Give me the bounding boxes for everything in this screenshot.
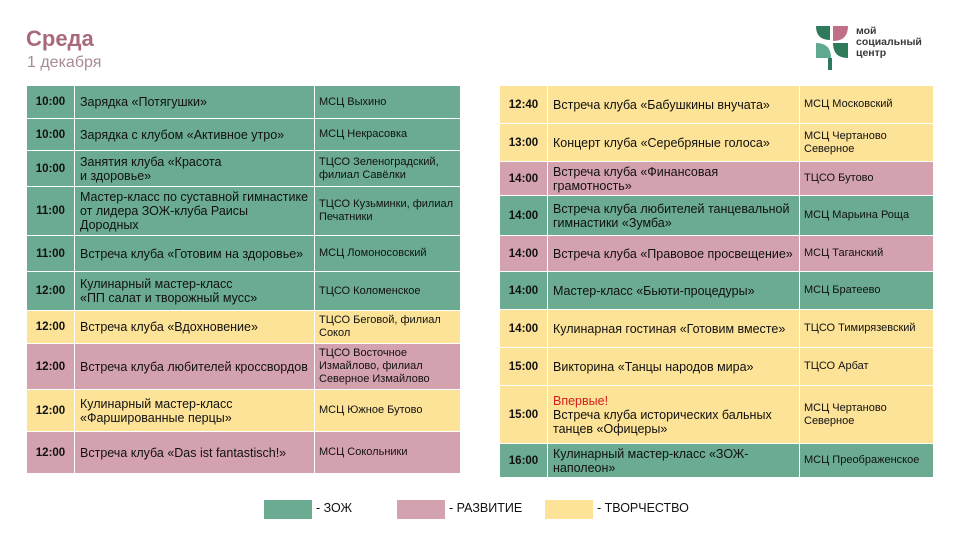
logo <box>814 24 938 74</box>
event-time: 12:00 <box>27 390 75 432</box>
event-title: Встреча клуба «Das ist fantastisch!» <box>80 445 287 460</box>
event-title-cell <box>75 236 315 272</box>
page-date: 1 декабря <box>27 54 102 71</box>
schedule-row <box>500 272 934 310</box>
schedule-row <box>500 86 934 124</box>
event-location: ТЦСО Зеленоградский, филиал Савёлки <box>315 151 461 187</box>
event-time: 12:00 <box>27 311 75 344</box>
event-title-cell <box>548 86 800 124</box>
event-title: Мастер-класс по суставной гимнастике от лидера ЗОЖ-клуба Раисы Дородных <box>80 190 309 232</box>
event-location: МСЦ Чертаново Северное <box>800 124 934 162</box>
event-title: Встреча клуба «Бабушкины внучата» <box>553 97 770 112</box>
event-location: МСЦ Выхино <box>315 86 461 119</box>
event-title-cell <box>548 444 800 478</box>
event-time: 11:00 <box>27 187 75 236</box>
event-title: Мастер-класс «Бьюти-процедуры» <box>553 283 755 298</box>
event-title: Встреча клуба исторических бальных танцев «Офицеры» <box>553 407 772 436</box>
event-time: 14:00 <box>500 196 548 236</box>
event-location: МСЦ Братеево <box>800 272 934 310</box>
schedule-row <box>27 311 461 344</box>
event-title-cell <box>75 187 315 236</box>
event-title-cell <box>548 348 800 386</box>
page-title: Среда <box>26 26 94 51</box>
event-title-cell <box>75 432 315 474</box>
event-title-cell <box>75 119 315 151</box>
event-time: 12:00 <box>27 272 75 311</box>
event-title-cell <box>75 86 315 119</box>
event-location: МСЦ Преображенское <box>800 444 934 478</box>
event-title: Встреча клуба «Вдохновение» <box>80 320 258 334</box>
event-time: 14:00 <box>500 310 548 348</box>
legend-swatch-razvitie <box>397 500 445 519</box>
schedule-row <box>500 348 934 386</box>
schedule-row <box>500 236 934 272</box>
event-time: 12:40 <box>500 86 548 124</box>
event-location: МСЦ Южное Бутово <box>315 390 461 432</box>
event-time: 14:00 <box>500 236 548 272</box>
event-title-cell <box>548 162 800 196</box>
event-title-cell <box>548 386 800 444</box>
event-title-cell <box>75 344 315 390</box>
schedule-row <box>500 196 934 236</box>
schedule-table-left <box>26 85 461 474</box>
event-location: МСЦ Сокольники <box>315 432 461 474</box>
event-title: Встреча клуба любителей кроссвордов <box>80 359 308 374</box>
schedule-row <box>27 187 461 236</box>
event-title: Викторина «Танцы народов мира» <box>553 359 754 374</box>
legend-label-zozh: - ЗОЖ <box>316 501 353 515</box>
event-time: 10:00 <box>27 151 75 187</box>
event-title: Зарядка «Потягушки» <box>80 95 207 109</box>
event-title: Кулинарная гостиная «Готовим вместе» <box>553 321 786 336</box>
event-title: Встреча клуба любителей танцевальной гимнастики «Зумба» <box>553 201 790 230</box>
event-time: 11:00 <box>27 236 75 272</box>
event-title-cell <box>548 272 800 310</box>
event-title-cell <box>548 310 800 348</box>
schedule-row <box>27 119 461 151</box>
event-title-cell <box>548 124 800 162</box>
schedule-row <box>27 86 461 119</box>
event-location: ТЦСО Кузьминки, филиал Печатники <box>315 187 461 236</box>
event-title: Концерт клуба «Серебряные голоса» <box>553 135 770 150</box>
schedule-row <box>27 151 461 187</box>
schedule-table-right <box>499 85 934 478</box>
event-location: ТЦСО Бутово <box>800 162 934 196</box>
schedule-row <box>27 344 461 390</box>
schedule-row <box>500 310 934 348</box>
msc-logo-icon <box>814 24 850 70</box>
event-title: Кулинарный мастер-класс «Фаршированные перцы» <box>80 396 233 425</box>
event-location: МСЦ Некрасовка <box>315 119 461 151</box>
event-time: 12:00 <box>27 432 75 474</box>
event-title: Встреча клуба «Готовим на здоровье» <box>80 246 304 261</box>
logo-text: мой социальный центр <box>856 25 922 59</box>
legend-swatch-tvorchestvo <box>545 500 593 519</box>
event-location: ТЦСО Беговой, филиал Сокол <box>315 311 461 344</box>
new-event-badge: Впервые! <box>553 393 609 408</box>
schedule-row <box>27 272 461 311</box>
event-location: ТЦСО Тимирязевский <box>800 310 934 348</box>
legend-swatch-zozh <box>264 500 312 519</box>
event-location: МСЦ Таганский <box>800 236 934 272</box>
event-location: МСЦ Чертаново Северное <box>800 386 934 444</box>
event-time: 13:00 <box>500 124 548 162</box>
event-location: МСЦ Ломоносовский <box>315 236 461 272</box>
event-title-cell <box>75 151 315 187</box>
event-title-cell <box>548 196 800 236</box>
event-title: Кулинарный мастер-класс «ЗОЖ-наполеон» <box>553 446 749 475</box>
event-time: 10:00 <box>27 119 75 151</box>
event-location: ТЦСО Арбат <box>800 348 934 386</box>
event-location: ТЦСО Коломенское <box>315 272 461 311</box>
event-title: Занятия клуба «Красота и здоровье» <box>80 154 222 183</box>
event-title-cell <box>548 236 800 272</box>
event-location: МСЦ Московский <box>800 86 934 124</box>
event-time: 15:00 <box>500 386 548 444</box>
schedule-row <box>27 236 461 272</box>
event-location: МСЦ Марьина Роща <box>800 196 934 236</box>
event-location: ТЦСО Восточное Измайлово, филиал Северное Измайлово <box>315 344 461 390</box>
schedule-row <box>27 432 461 474</box>
legend-label-razvitie: - РАЗВИТИЕ <box>449 501 523 515</box>
event-time: 10:00 <box>27 86 75 119</box>
schedule-row <box>500 444 934 478</box>
schedule-row <box>500 386 934 444</box>
event-time: 16:00 <box>500 444 548 478</box>
legend-label-tvorchestvo: - ТВОРЧЕСТВО <box>597 501 689 515</box>
event-title-cell <box>75 272 315 311</box>
schedule-row <box>500 124 934 162</box>
event-title: Встреча клуба «Правовое просвещение» <box>553 246 793 261</box>
event-time: 14:00 <box>500 162 548 196</box>
event-title-cell <box>75 390 315 432</box>
schedule-row <box>500 162 934 196</box>
event-title: Кулинарный мастер-класс «ПП салат и творожный мусс» <box>80 277 258 305</box>
event-title-cell <box>75 311 315 344</box>
event-time: 12:00 <box>27 344 75 390</box>
event-time: 14:00 <box>500 272 548 310</box>
event-title: Зарядка с клубом «Активное утро» <box>80 127 285 142</box>
event-time: 15:00 <box>500 348 548 386</box>
schedule-row <box>27 390 461 432</box>
event-title: Встреча клуба «Финансовая грамотность» <box>553 164 719 193</box>
